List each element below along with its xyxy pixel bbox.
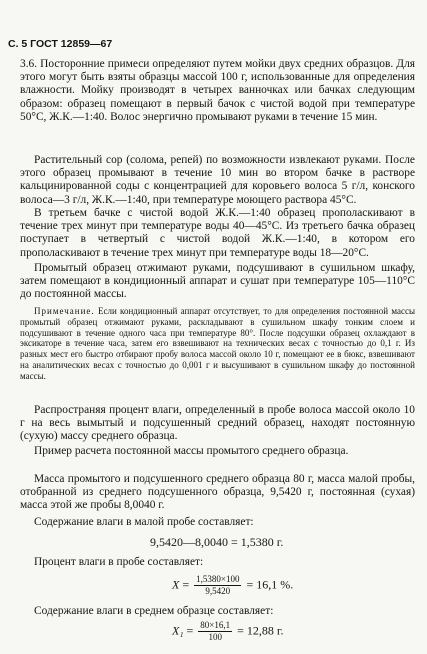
paragraph-3-6: 3.6. Посторонние примеси определяют путем мойки двух средних образцов. Для этого могут быть взяты образцы массой 100 г, использованные для определения влажности. Мойку производят в четырех ванночках или бачках следующим образом: образец помещают в первый бачок с чистой водой при температуре 50°С, Ж.К.—1:40. Волос энергично промывают руками в течение 15 мин. (20, 58, 415, 123)
paragraph-plant-debris: Растительный сор (солома, репей) по возможности извлекают руками. После этого образец промывают в течение 10 мин во втором бачке в растворе кальцинированной соды с концентрацией для коровьего волоса 5 г/л, конского волоса—3 г/л, Ж.К.—1:40, при температуре моющего раствора 45°С. (20, 154, 415, 206)
paragraph-example: Пример расчета постоянной массы промытого среднего образца. (34, 445, 349, 457)
formula-moisture-average (172, 620, 283, 643)
paragraph-pressed-sample: Промытый образец отжимают руками, подсушивают в сушильном шкафу, затем помещают в кондиционный аппарат и сушат при температуре 105—110°С до постоянной массы. (20, 262, 415, 301)
formula-denominator-2: 100 (208, 632, 222, 642)
paragraph-moisture-small: Содержание влаги в малой пробе составляет: (34, 516, 254, 528)
formula-equals: = (182, 577, 190, 592)
formula-fraction (194, 574, 241, 597)
formula-result: = 16,1 %. (246, 577, 294, 592)
page-header: С. 5 ГОСТ 12859—67 (8, 38, 113, 50)
paragraph-third-tank: В третьем бачке с чистой водой Ж.К.—1:40 образец прополаскивают в течение трех минут при температуре воды 40—45°С. Из третьего бачка образец поступает в четвертый с чистой водой Ж.К.—1:40, в котором его прополаскивают в течение трех минут при температуре воды 18—20°С. (20, 207, 415, 259)
note-label: Примечание. (34, 306, 95, 316)
paragraph-moisture-percent-label: Процент влаги в пробе составляет: (34, 556, 204, 568)
formula-moisture-percent (172, 574, 293, 597)
paragraph-moisture-percent: Распространяя процент влаги, определенный в пробе волоса массой около 10 г на весь вымытый и подсушенный средний образец, находят постоянную (сухую) массу среднего образца. (20, 404, 415, 443)
formula-numerator: 1,5380×100 (196, 574, 240, 584)
formula-denominator: 9,5420 (205, 586, 231, 596)
paragraph-moisture-average: Содержание влаги в среднем образце составляет: (34, 605, 274, 617)
note-text: Если кондиционный аппарат отсутствует, то для определения постоянной массы промытый образец отжимают руками, раскладывают в сушильном шкафу тонким слоем и подсушивают в течение одного часа при температуре 80°. После подсушки образец охлаждают в эксикаторе в течение часа, затем его взвешивают на технических весах с точностью до 0,1 г. Из разных мест его быстро отбирают пробу волоса массой около 10 г, помещают ее в бюкс, взвешивают на аналитических весах с точностью до 0,001 г и высушивают в сушильном шкафу до постоянной массы. (20, 306, 415, 381)
formula-numerator-2: 80×16,1 (200, 620, 231, 630)
formula-variable: X (172, 577, 180, 592)
paragraph-masses: Масса промытого и подсушенного среднего образца 80 г, масса малой пробы, отобранной из среднего подсушенного образца, 9,5420 г, постоянная (сухая) масса этой же пробы 8,0040 г. (20, 473, 415, 512)
note-paragraph (20, 306, 415, 382)
formula-variable-x1: X₁ (172, 623, 184, 638)
formula-fraction-2 (198, 620, 232, 643)
formula-moisture-mass: 9,5420—8,0040 = 1,5380 г. (150, 535, 284, 549)
formula-result-2: = 12,88 г. (237, 623, 284, 638)
formula-equals-2: = (186, 623, 194, 638)
